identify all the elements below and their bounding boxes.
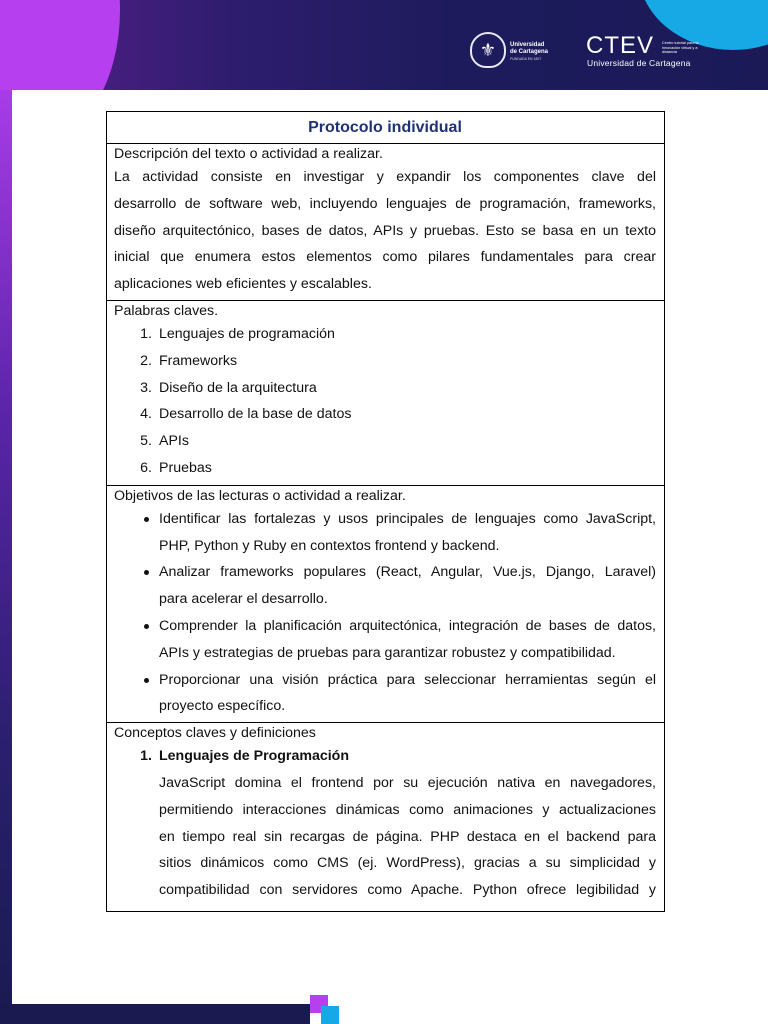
keyword-text: Lenguajes de programación xyxy=(159,325,335,342)
description-line: diseño arquitectónico, bases de datos, APIs y pruebas. Esto se basa en un texto xyxy=(114,222,656,239)
objective-line: Analizar frameworks populares (React, Angular, Vue.js, Django, Laravel) xyxy=(114,559,656,586)
objective-line: Identificar las fortalezas y usos principales de lenguajes como JavaScript, xyxy=(114,506,656,533)
university-tagline: FUNDADA EN 1827 xyxy=(510,57,542,61)
bullet-icon xyxy=(144,624,149,629)
footer-cyan-square xyxy=(321,1006,339,1024)
keywords-list xyxy=(114,321,656,482)
university-name-line1: Universidad xyxy=(510,42,545,48)
objective-line: Proporcionar una visión práctica para seleccionar herramientas según el xyxy=(114,667,656,694)
footer-bar xyxy=(0,1004,310,1024)
objectives-section xyxy=(107,485,664,722)
list-item: 6. Pruebas xyxy=(140,459,212,476)
concept-line: JavaScript domina el frontend por su ejecución nativa en navegadores, xyxy=(159,774,656,791)
keyword-text: APIs xyxy=(159,433,189,450)
list-item: 4. Desarrollo de la base de datos xyxy=(140,406,352,423)
objective-line: APIs y estrategias de pruebas para garantizar robustez y compatibilidad. xyxy=(159,644,616,661)
objective-line: proyecto específico. xyxy=(159,698,286,715)
objective-line: para acelerar el desarrollo. xyxy=(159,591,328,608)
bullet-icon xyxy=(144,517,149,522)
list-item: 1. Lenguajes de programación xyxy=(140,325,335,342)
list-item: 2. Frameworks xyxy=(140,352,238,369)
objectives-heading: Objetivos de las lecturas o actividad a realizar. xyxy=(114,487,406,504)
description-section xyxy=(107,143,664,300)
keywords-section xyxy=(107,300,664,485)
keyword-text: Pruebas xyxy=(159,459,212,476)
description-line: La actividad consiste en investigar y expandir los componentes clave del xyxy=(114,169,656,185)
concept-item-title: 1. Lenguajes de Programación xyxy=(140,748,350,765)
bullet-icon xyxy=(144,570,149,575)
banner-cyan-shape xyxy=(638,0,768,50)
protocol-table xyxy=(106,111,665,912)
left-gradient-band xyxy=(0,90,12,1024)
concept-line: compatibilidad con servidores como Apache. Python ofrece legibilidad y xyxy=(159,882,656,899)
ctev-logo-subtitle: Universidad de Cartagena xyxy=(587,58,691,68)
ctev-logo: CTEV xyxy=(586,32,655,59)
description-heading: Descripción del texto o actividad a realizar. xyxy=(114,146,383,162)
description-line: aplicaciones web eficientes y escalables. xyxy=(114,276,372,293)
list-item xyxy=(114,559,656,613)
header-banner xyxy=(0,0,768,90)
concept-line: sitios dinámicos como CMS (ej. WordPress), gracias a su simplicidad y xyxy=(159,855,656,872)
keyword-text: Frameworks xyxy=(159,352,238,369)
university-name-line2: de Cartagena xyxy=(510,49,549,55)
banner-purple-shape xyxy=(0,0,120,90)
bullet-icon xyxy=(144,678,149,683)
objective-line: PHP, Python y Ruby en contextos frontend y backend. xyxy=(159,537,500,554)
list-item xyxy=(114,667,656,721)
ctev-logo-tagline: Centro tutorial para la innovación virtual y a distancia xyxy=(662,41,699,54)
concepts-section xyxy=(107,722,664,911)
list-item: 5. APIs xyxy=(140,433,189,450)
description-line: inicial que enumera estos elementos como pilares fundamentales para crear xyxy=(114,249,656,266)
list-item xyxy=(114,613,656,667)
list-item xyxy=(114,506,656,560)
concepts-heading: Conceptos claves y definiciones xyxy=(114,725,316,742)
table-title: Protocolo individual xyxy=(308,118,462,136)
keyword-text: Diseño de la arquitectura xyxy=(159,379,317,396)
list-item: 3. Diseño de la arquitectura xyxy=(140,379,317,396)
keywords-heading: Palabras claves. xyxy=(114,302,219,319)
objective-line: Comprender la planificación arquitectónica, integración de bases de datos, xyxy=(114,613,656,640)
university-crest-icon: ⚜ xyxy=(470,32,506,68)
university-logo xyxy=(510,42,548,63)
keyword-text: Desarrollo de la base de datos xyxy=(159,406,352,423)
concept-line: en tiempo real sin recargas de página. PHP destaca en el backend para xyxy=(159,828,656,845)
concept-line: permitiendo interacciones dinámicas como animaciones y actualizaciones xyxy=(159,801,656,818)
objectives-list xyxy=(114,506,656,720)
description-line: desarrollo de software web, incluyendo lenguajes de programación, frameworks, xyxy=(114,195,656,212)
